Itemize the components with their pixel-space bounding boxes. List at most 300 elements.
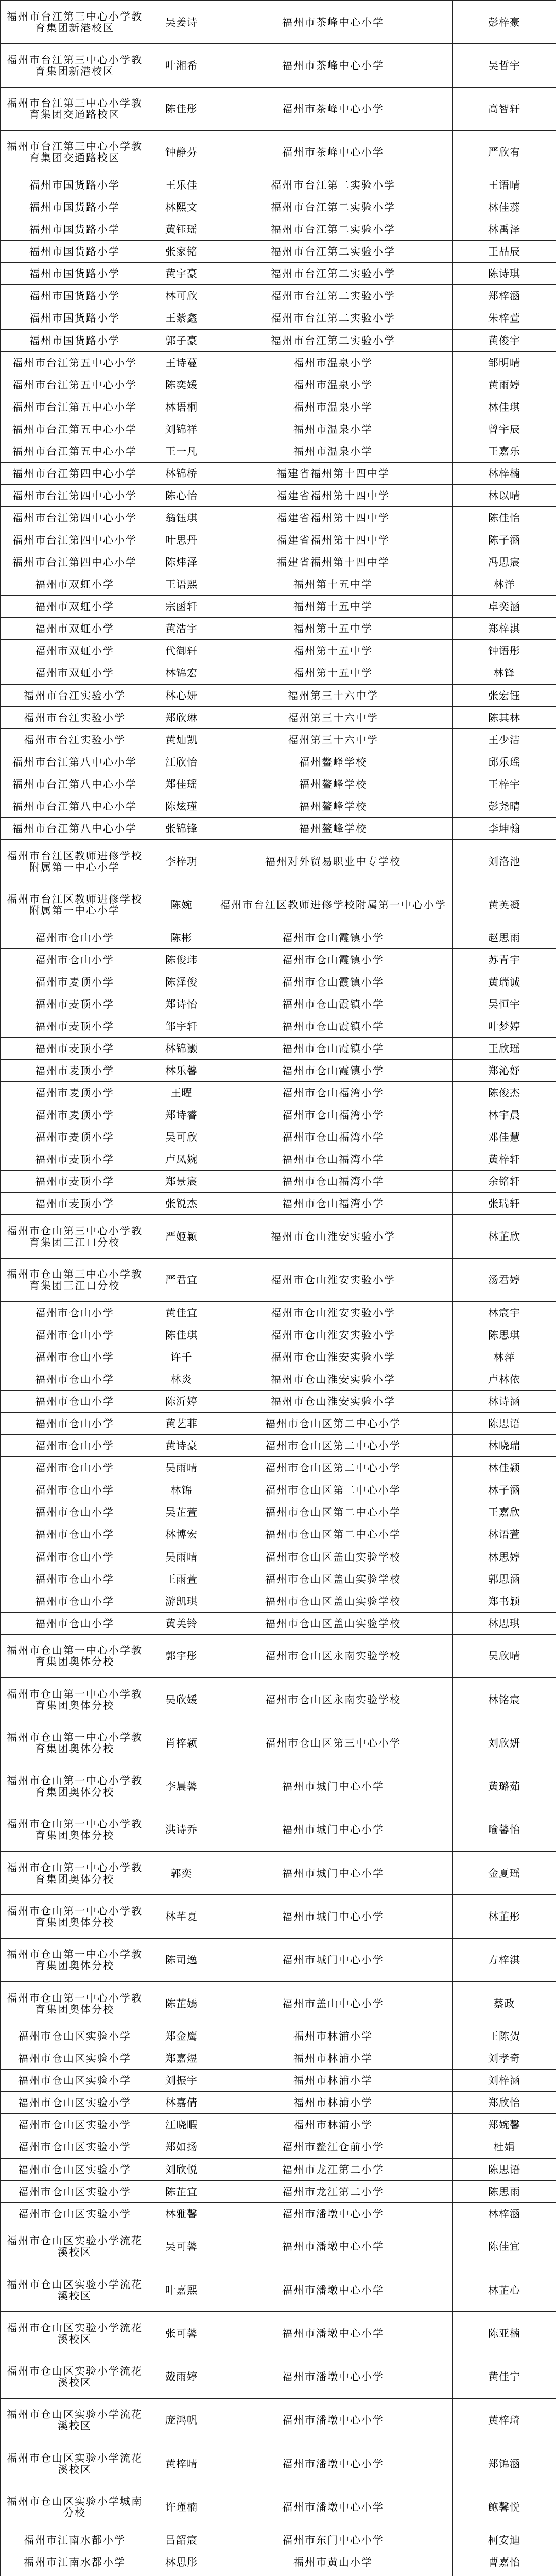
student-name-cell: 王曜 [149, 1081, 214, 1104]
table-row [1, 728, 556, 751]
partner-name-cell: 蔡政 [453, 1981, 556, 2025]
table-row [1, 551, 556, 573]
student-name-cell: 肖梓颖 [149, 1721, 214, 1765]
student-name-cell: 洪诗乔 [149, 1808, 214, 1851]
partner-name-cell: 彭梓豪 [453, 1, 556, 44]
table-row [1, 926, 556, 948]
student-name-cell: 林可欣 [149, 285, 214, 307]
origin-school-cell: 福州市国货路小学 [1, 241, 149, 263]
target-school-cell: 福州市温泉小学 [214, 351, 453, 374]
student-name-cell: 陈俊玮 [149, 948, 214, 971]
origin-school-cell: 福州市仓山第一中心小学教育集团奥体分校 [1, 1981, 149, 2025]
student-name-cell: 林心妍 [149, 684, 214, 706]
student-name-cell: 黄浩宇 [149, 618, 214, 640]
target-school-cell: 福州市台江第二实验小学 [214, 174, 453, 196]
table-row [1, 2442, 556, 2485]
origin-school-cell: 福州市双虹小学 [1, 573, 149, 596]
origin-school-cell: 福州市台江实验小学 [1, 728, 149, 751]
table-row [1, 573, 556, 596]
target-school-cell: 福州市鳌江仓前小学 [214, 2136, 453, 2158]
origin-school-cell: 福州市台江第八中心小学 [1, 773, 149, 795]
target-school-cell: 福州第十五中学 [214, 618, 453, 640]
table-row [1, 971, 556, 993]
student-name-cell: 陈炫瑾 [149, 795, 214, 817]
student-name-cell: 王雨萱 [149, 1568, 214, 1590]
student-name-cell: 郑诗睿 [149, 1104, 214, 1126]
table-row [1, 1126, 556, 1148]
target-school-cell: 福州第三十六中学 [214, 684, 453, 706]
table-row [1, 462, 556, 484]
target-school-cell: 福州市台江第二实验小学 [214, 196, 453, 218]
partner-name-cell: 王品辰 [453, 241, 556, 263]
table-row [1, 2355, 556, 2398]
table-row [1, 839, 556, 883]
student-name-cell: 黄钰瑶 [149, 218, 214, 241]
table-row [1, 529, 556, 551]
student-name-cell: 郑景宸 [149, 1171, 214, 1193]
target-school-cell: 福州市城门中心小学 [214, 1808, 453, 1851]
partner-name-cell: 陈佳宜 [453, 2225, 556, 2268]
student-name-cell: 许瑾楠 [149, 2485, 214, 2529]
student-name-cell: 郑如扬 [149, 2136, 214, 2158]
target-school-cell: 福州市城门中心小学 [214, 1895, 453, 1938]
partner-name-cell: 苏青宇 [453, 948, 556, 971]
partner-name-cell: 林语萱 [453, 1523, 556, 1546]
partner-name-cell: 陈俊杰 [453, 1081, 556, 1104]
partner-name-cell: 鲍馨悦 [453, 2485, 556, 2529]
partner-name-cell: 林子涵 [453, 1479, 556, 1501]
origin-school-cell: 福州市台江第三中心小学教育集团交通路校区 [1, 87, 149, 130]
table-row [1, 1391, 556, 1413]
target-school-cell: 福州市潘墩中心小学 [214, 2268, 453, 2311]
table-row [1, 1590, 556, 1612]
partner-name-cell: 陈思琪 [453, 1324, 556, 1346]
student-name-cell: 戴雨婷 [149, 2355, 214, 2398]
student-name-cell: 黄梓晴 [149, 2442, 214, 2485]
partner-name-cell: 林佳颖 [453, 1457, 556, 1479]
origin-school-cell: 福州市仓山小学 [1, 1546, 149, 1568]
table-row [1, 1721, 556, 1765]
origin-school-cell: 福州市台江实验小学 [1, 684, 149, 706]
target-school-cell: 福州市茶峰中心小学 [214, 1, 453, 44]
student-name-cell: 林思彤 [149, 2551, 214, 2573]
table-row [1, 130, 556, 174]
partner-name-cell: 郑锦涵 [453, 2442, 556, 2485]
partner-name-cell: 王语晴 [453, 174, 556, 196]
table-row [1, 1368, 556, 1391]
target-school-cell: 福州市仓山区第二中心小学 [214, 1435, 453, 1457]
origin-school-cell: 福州市仓山小学 [1, 1479, 149, 1501]
partner-name-cell: 林芷欣 [453, 1215, 556, 1258]
student-name-cell: 严君宜 [149, 1258, 214, 1301]
student-name-cell: 刘振宇 [149, 2070, 214, 2092]
origin-school-cell: 福州市国货路小学 [1, 263, 149, 285]
target-school-cell: 福州市仓山淮安实验小学 [214, 1258, 453, 1301]
target-school-cell: 福建省福州第十四中学 [214, 462, 453, 484]
student-name-cell: 李晨馨 [149, 1765, 214, 1808]
student-name-cell: 庞鸿帆 [149, 2398, 214, 2442]
origin-school-cell: 福州市仓山区实验小学流花溪校区 [1, 2355, 149, 2398]
student-name-cell: 林芊夏 [149, 1895, 214, 1938]
table-row [1, 684, 556, 706]
target-school-cell: 福州市温泉小学 [214, 440, 453, 462]
student-name-cell: 叶湘希 [149, 44, 214, 87]
table-row [1, 218, 556, 241]
partner-name-cell: 陈子涵 [453, 529, 556, 551]
table-row [1, 1171, 556, 1193]
target-school-cell: 福州市潘墩中心小学 [214, 2442, 453, 2485]
origin-school-cell: 福州市仓山区实验小学 [1, 2047, 149, 2070]
table-row [1, 2398, 556, 2442]
target-school-cell: 福建省福州第十四中学 [214, 551, 453, 573]
table-row [1, 1895, 556, 1938]
table-row [1, 2485, 556, 2529]
student-name-cell: 陈心怡 [149, 484, 214, 506]
origin-school-cell: 福州市仓山第一中心小学教育集团奥体分校 [1, 1852, 149, 1895]
partner-name-cell: 王少洁 [453, 728, 556, 751]
student-name-cell: 吴雨晴 [149, 1457, 214, 1479]
table-row [1, 773, 556, 795]
target-school-cell: 福州市黄山小学 [214, 2551, 453, 2573]
target-school-cell: 福州市温泉小学 [214, 418, 453, 440]
table-row [1, 2025, 556, 2047]
target-school-cell: 福州市城门中心小学 [214, 1938, 453, 1981]
student-name-cell: 黄灿凯 [149, 728, 214, 751]
partner-name-cell: 高智轩 [453, 87, 556, 130]
partner-name-cell: 刘梓涵 [453, 2070, 556, 2092]
target-school-cell: 福州市潘墩中心小学 [214, 2485, 453, 2529]
table-row [1, 817, 556, 839]
partner-name-cell: 吴欣晴 [453, 1634, 556, 1677]
student-name-cell: 郭宇彤 [149, 1634, 214, 1677]
target-school-cell: 福州市仓山区盖山实验学校 [214, 1590, 453, 1612]
partner-name-cell: 赵思雨 [453, 926, 556, 948]
student-name-cell: 林炎 [149, 1368, 214, 1391]
table-row [1, 2225, 556, 2268]
target-school-cell: 福州市仓山霞镇小学 [214, 971, 453, 993]
student-name-cell: 黄佳宜 [149, 1301, 214, 1324]
student-name-cell: 游凯琪 [149, 1590, 214, 1612]
target-school-cell: 福州市仓山区永南实验学校 [214, 1678, 453, 1721]
origin-school-cell: 福州市仓山区实验小学 [1, 2025, 149, 2047]
partner-name-cell: 郭思涵 [453, 1568, 556, 1590]
table-row [1, 1037, 556, 1059]
origin-school-cell: 福州市仓山区实验小学 [1, 2070, 149, 2092]
origin-school-cell: 福州市仓山区实验小学 [1, 2202, 149, 2225]
origin-school-cell: 福州市台江第四中心小学 [1, 551, 149, 573]
origin-school-cell: 福州市麦顶小学 [1, 1037, 149, 1059]
origin-school-cell: 福州市仓山第三中心小学教育集团三江口分校 [1, 1258, 149, 1301]
partner-name-cell: 林佳蕊 [453, 196, 556, 218]
origin-school-cell: 福州市江南水都小学 [1, 2529, 149, 2551]
target-school-cell: 福州市仓山福湾小学 [214, 1081, 453, 1104]
target-school-cell: 福州对外贸易职业中专学校 [214, 839, 453, 883]
table-row [1, 1938, 556, 1981]
student-name-cell: 郑金鹰 [149, 2025, 214, 2047]
partner-name-cell: 卢林依 [453, 1368, 556, 1391]
target-school-cell [214, 2573, 453, 2576]
origin-school-cell: 福州市台江第三中心小学教育集团交通路校区 [1, 130, 149, 174]
origin-school-cell: 福州市仓山小学 [1, 1324, 149, 1346]
origin-school-cell: 福州市仓山小学 [1, 1301, 149, 1324]
target-school-cell: 福州市仓山区第二中心小学 [214, 1501, 453, 1523]
table-row [1, 351, 556, 374]
table-row [1, 2551, 556, 2573]
partner-name-cell: 吴恒宇 [453, 993, 556, 1015]
table-row [1, 1523, 556, 1546]
partner-name-cell: 郑梓淇 [453, 618, 556, 640]
table-row [1, 174, 556, 196]
student-name-cell: 郭子豪 [149, 329, 214, 351]
origin-school-cell: 福州市仓山小学 [1, 1413, 149, 1435]
table-row [1, 263, 556, 285]
partner-name-cell: 林宇晨 [453, 1104, 556, 1126]
table-row [1, 307, 556, 329]
origin-school-cell: 福州市仓山区实验小学流花溪校区 [1, 2398, 149, 2442]
student-name-cell: 王诗蔓 [149, 351, 214, 374]
partner-name-cell: 吴哲宇 [453, 44, 556, 87]
table-row [1, 329, 556, 351]
table-row [1, 1081, 556, 1104]
origin-school-cell: 福州市双虹小学 [1, 640, 149, 662]
student-name-cell: 吴可馨 [149, 2225, 214, 2268]
origin-school-cell: 福州市台江实验小学 [1, 706, 149, 728]
target-school-cell: 福州市仓山霞镇小学 [214, 993, 453, 1015]
origin-school-cell: 福州市台江第五中心小学 [1, 396, 149, 418]
target-school-cell: 福州市仓山区盖山实验学校 [214, 1568, 453, 1590]
origin-school-cell: 福州市国货路小学 [1, 196, 149, 218]
origin-school-cell: 福州市仓山第一中心小学教育集团奥体分校 [1, 1938, 149, 1981]
target-school-cell: 福州市台江第二实验小学 [214, 329, 453, 351]
student-name-cell: 陈芷嫣 [149, 1981, 214, 2025]
origin-school-cell [1, 2573, 149, 2576]
target-school-cell: 福州市仓山福湾小学 [214, 1148, 453, 1171]
table-row [1, 993, 556, 1015]
origin-school-cell: 福州市仓山小学 [1, 1391, 149, 1413]
origin-school-cell: 福州市仓山区实验小学流花溪校区 [1, 2312, 149, 2355]
target-school-cell: 福建省福州第十四中学 [214, 484, 453, 506]
target-school-cell: 福州市盖山中心小学 [214, 1981, 453, 2025]
target-school-cell: 福州市台江第二实验小学 [214, 285, 453, 307]
target-school-cell: 福州市仓山淮安实验小学 [214, 1301, 453, 1324]
student-name-cell: 陈彬 [149, 926, 214, 948]
table-row [1, 396, 556, 418]
target-school-cell: 福州市龙江第二小学 [214, 2180, 453, 2202]
table-row [1, 2136, 556, 2158]
origin-school-cell: 福州市仓山区实验小学流花溪校区 [1, 2442, 149, 2485]
partner-name-cell: 汤君婷 [453, 1258, 556, 1301]
table-row [1, 44, 556, 87]
origin-school-cell: 福州市仓山小学 [1, 1346, 149, 1368]
student-name-cell: 林锦灏 [149, 1037, 214, 1059]
table-row [1, 1059, 556, 1081]
table-row [1, 640, 556, 662]
target-school-cell: 福州市仓山霞镇小学 [214, 926, 453, 948]
target-school-cell: 福州市仓山淮安实验小学 [214, 1368, 453, 1391]
origin-school-cell: 福州市仓山区实验小学流花溪校区 [1, 2225, 149, 2268]
partner-name-cell: 李坤翰 [453, 817, 556, 839]
partner-name-cell: 黄梓琦 [453, 2398, 556, 2442]
table-row [1, 2573, 556, 2576]
student-name-cell: 林锦桥 [149, 462, 214, 484]
origin-school-cell: 福州市仓山第一中心小学教育集团奥体分校 [1, 1765, 149, 1808]
target-school-cell: 福州市潘墩中心小学 [214, 2355, 453, 2398]
origin-school-cell: 福州市台江第四中心小学 [1, 462, 149, 484]
student-name-cell: 许千 [149, 1346, 214, 1368]
origin-school-cell: 福州市仓山小学 [1, 1501, 149, 1523]
student-name-cell: 陈沂婷 [149, 1391, 214, 1413]
partner-name-cell [453, 2573, 556, 2576]
table-row [1, 2312, 556, 2355]
student-name-cell: 陈芷宜 [149, 2180, 214, 2202]
partner-name-cell: 严欣宥 [453, 130, 556, 174]
table-row [1, 507, 556, 529]
partner-name-cell: 林梓涵 [453, 2202, 556, 2225]
student-name-cell: 郑诗怡 [149, 993, 214, 1015]
table-row [1, 2047, 556, 2070]
origin-school-cell: 福州市台江第五中心小学 [1, 351, 149, 374]
partner-name-cell: 林思婷 [453, 1546, 556, 1568]
partner-name-cell: 郑梓涵 [453, 285, 556, 307]
table-row [1, 374, 556, 396]
table-row [1, 2070, 556, 2092]
student-name-cell: 王乐佳 [149, 174, 214, 196]
table-row [1, 1808, 556, 1851]
student-name-cell: 陈婉 [149, 883, 214, 926]
table-row [1, 706, 556, 728]
table-row [1, 1546, 556, 1568]
table-row [1, 2268, 556, 2311]
partner-name-cell: 郑欣怡 [453, 2092, 556, 2114]
table-row [1, 1852, 556, 1895]
origin-school-cell: 福州市仓山区实验小学 [1, 2114, 149, 2136]
origin-school-cell: 福州市仓山第三中心小学教育集团三江口分校 [1, 1215, 149, 1258]
origin-school-cell: 福州市台江第八中心小学 [1, 751, 149, 773]
target-school-cell: 福州鳌峰学校 [214, 751, 453, 773]
origin-school-cell: 福州市国货路小学 [1, 174, 149, 196]
table-row [1, 440, 556, 462]
target-school-cell: 福州市仓山区第二中心小学 [214, 1413, 453, 1435]
student-name-cell: 张锦锋 [149, 817, 214, 839]
partner-name-cell: 冯思宸 [453, 551, 556, 573]
origin-school-cell: 福州市台江第五中心小学 [1, 418, 149, 440]
target-school-cell: 福州市仓山区第三中心小学 [214, 1721, 453, 1765]
origin-school-cell: 福州市仓山第一中心小学教育集团奥体分校 [1, 1895, 149, 1938]
table-row [1, 1981, 556, 2025]
target-school-cell: 福州市茶峰中心小学 [214, 87, 453, 130]
origin-school-cell: 福州市仓山第一中心小学教育集团奥体分校 [1, 1721, 149, 1765]
target-school-cell: 福州市温泉小学 [214, 374, 453, 396]
origin-school-cell: 福州市仓山区实验小学 [1, 2092, 149, 2114]
target-school-cell: 福州市仓山区永南实验学校 [214, 1634, 453, 1677]
partner-name-cell: 林芷彤 [453, 1895, 556, 1938]
table-row [1, 795, 556, 817]
target-school-cell: 福州市仓山福湾小学 [214, 1193, 453, 1215]
table-row [1, 1765, 556, 1808]
table-row [1, 1324, 556, 1346]
partner-name-cell: 钟语彤 [453, 640, 556, 662]
student-name-cell: 刘欣悦 [149, 2158, 214, 2180]
table-row [1, 618, 556, 640]
target-school-cell: 福州市仓山霞镇小学 [214, 1059, 453, 1081]
partner-name-cell: 彭尧晴 [453, 795, 556, 817]
origin-school-cell: 福州市麦顶小学 [1, 1015, 149, 1037]
student-name-cell: 宗函轩 [149, 596, 214, 618]
table-row [1, 2180, 556, 2202]
table-row [1, 1568, 556, 1590]
student-name-cell: 吴姜诗 [149, 1, 214, 44]
origin-school-cell: 福州市双虹小学 [1, 618, 149, 640]
student-name-cell: 陈奕媛 [149, 374, 214, 396]
table-row [1, 87, 556, 130]
target-school-cell: 福州市仓山淮安实验小学 [214, 1346, 453, 1368]
student-name-cell: 郑嘉煜 [149, 2047, 214, 2070]
student-name-cell: 林锦 [149, 1479, 214, 1501]
target-school-cell: 福州第十五中学 [214, 596, 453, 618]
table-row [1, 948, 556, 971]
partner-name-cell: 张瑞轩 [453, 1193, 556, 1215]
target-school-cell: 福州市林浦小学 [214, 2047, 453, 2070]
student-name-cell: 卢凤婉 [149, 1148, 214, 1171]
student-name-cell: 李梓玥 [149, 839, 214, 883]
origin-school-cell: 福州市麦顶小学 [1, 1193, 149, 1215]
origin-school-cell: 福州市麦顶小学 [1, 1148, 149, 1171]
target-school-cell: 福州市仓山福湾小学 [214, 1104, 453, 1126]
target-school-cell: 福州市仓山区第二中心小学 [214, 1479, 453, 1501]
origin-school-cell: 福州市仓山小学 [1, 1612, 149, 1634]
partner-name-cell: 金夏瑶 [453, 1852, 556, 1895]
table-row [1, 285, 556, 307]
student-name-cell: 邹宇轩 [149, 1015, 214, 1037]
partner-name-cell: 黄佳宁 [453, 2355, 556, 2398]
student-name-cell: 郑欣琳 [149, 706, 214, 728]
partner-name-cell: 叶梦婷 [453, 1015, 556, 1037]
partner-name-cell: 邓佳慧 [453, 1126, 556, 1148]
partner-name-cell: 杜娟 [453, 2136, 556, 2158]
origin-school-cell: 福州市双虹小学 [1, 662, 149, 684]
target-school-cell: 福州市林浦小学 [214, 2114, 453, 2136]
target-school-cell: 福州市城门中心小学 [214, 1765, 453, 1808]
target-school-cell: 福州第十五中学 [214, 662, 453, 684]
target-school-cell: 福州市台江第二实验小学 [214, 263, 453, 285]
target-school-cell: 福州鳌峰学校 [214, 795, 453, 817]
target-school-cell: 福州市潘墩中心小学 [214, 2312, 453, 2355]
target-school-cell: 福州市仓山霞镇小学 [214, 1037, 453, 1059]
partner-name-cell: 王梓宇 [453, 773, 556, 795]
partner-name-cell: 郑沁妤 [453, 1059, 556, 1081]
table-row [1, 2092, 556, 2114]
target-school-cell: 福州市仓山区盖山实验学校 [214, 1546, 453, 1568]
student-name-cell: 黄诗豪 [149, 1435, 214, 1457]
partner-name-cell: 林芷心 [453, 2268, 556, 2311]
student-name-cell: 林雅馨 [149, 2202, 214, 2225]
table-row [1, 241, 556, 263]
student-name-cell: 黄美铃 [149, 1612, 214, 1634]
target-school-cell: 福州第三十六中学 [214, 728, 453, 751]
student-name-cell: 钟静芬 [149, 130, 214, 174]
origin-school-cell: 福州市台江第八中心小学 [1, 817, 149, 839]
student-name-cell: 陈佳琪 [149, 1324, 214, 1346]
partner-name-cell: 陈思雨 [453, 2180, 556, 2202]
partner-name-cell: 王嘉欣 [453, 1501, 556, 1523]
origin-school-cell: 福州市麦顶小学 [1, 1126, 149, 1148]
student-name-cell: 代御轩 [149, 640, 214, 662]
origin-school-cell: 福州市台江区教师进修学校附属第一中心小学 [1, 839, 149, 883]
origin-school-cell: 福州市麦顶小学 [1, 971, 149, 993]
partner-name-cell: 王欣瑶 [453, 1037, 556, 1059]
target-school-cell: 福州市潘墩中心小学 [214, 2225, 453, 2268]
table-row [1, 1457, 556, 1479]
